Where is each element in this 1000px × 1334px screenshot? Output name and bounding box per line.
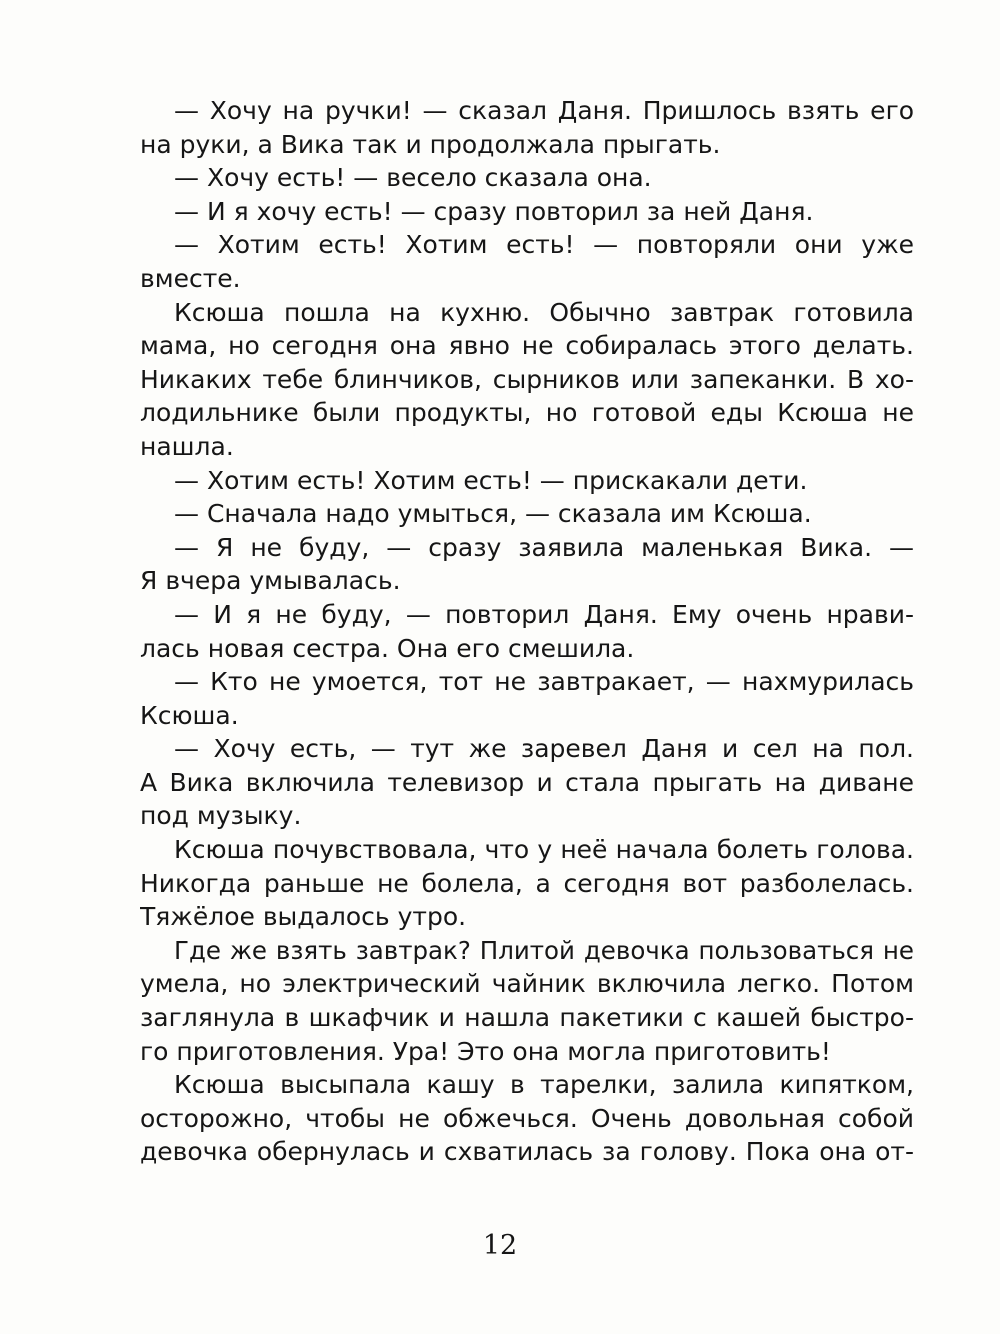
text-line: Никогда раньше не болела, а сегодня вот разболелась. [140, 868, 914, 898]
text-line: — Хотим есть! Хотим есть! — повторяли они уже [174, 230, 914, 260]
text-line: — Кто не умоется, тот не завтракает, — нахмурилась [174, 667, 914, 697]
text-line: — Сначала надо умыться, — сказала им Ксюша. [174, 499, 812, 529]
text-line: Тяжёлое выдалось утро. [140, 902, 467, 932]
text-line: под музыку. [140, 801, 302, 831]
text-line: Ксюша. [140, 700, 239, 730]
text-line: на руки, а Вика так и продолжала прыгать. [140, 129, 721, 159]
text-line: девочка обернулась и схватилась за голову. Пока она от- [140, 1137, 914, 1167]
text-line: Где же взять завтрак? Плитой девочка пользоваться не [174, 935, 914, 965]
text-line: Ксюша высыпала кашу в тарелки, залила кипятком, [174, 1070, 914, 1100]
text-line: мама, но сегодня она явно не собиралась этого делать. [140, 331, 914, 361]
text-line: Никаких тебе блинчиков, сырников или запеканки. В хо- [140, 364, 914, 394]
text-line: — Хотим есть! Хотим есть! — прискакали дети. [174, 465, 808, 495]
text-line: лась новая сестра. Она его смешила. [140, 633, 635, 663]
text-line: го приготовления. Ура! Это она могла приготовить! [140, 1036, 831, 1066]
text-line: нашла. [140, 431, 234, 461]
text-line: вместе. [140, 263, 241, 293]
text-line: осторожно, чтобы не обжечься. Очень довольная собой [140, 1103, 914, 1133]
text-line: лодильнике были продукты, но готовой еды Ксюша не [140, 398, 914, 428]
text-line: — Хочу на ручки! — сказал Даня. Пришлось взять его [174, 96, 914, 125]
text-line: — Хочу есть, — тут же заревел Даня и сел на пол. [174, 734, 914, 764]
text-line: умела, но электрический чайник включила легко. Потом [140, 969, 914, 999]
text-line: — И я хочу есть! — сразу повторил за ней Даня. [174, 196, 814, 226]
text-line: — И я не буду, — повторил Даня. Ему очень нрави- [174, 599, 914, 629]
text-line: Я вчера умывалась. [140, 566, 401, 596]
text-line: — Хочу есть! — весело сказала она. [174, 163, 652, 193]
body-text [140, 94, 914, 1169]
text-line: заглянула в шкафчик и нашла пакетики с кашей быстро- [140, 1003, 914, 1033]
page-number: 12 [482, 1230, 518, 1261]
text-line: Ксюша почувствовала, что у неё начала болеть голова. [174, 835, 914, 865]
text-line: А Вика включила телевизор и стала прыгать на диване [140, 767, 914, 797]
text-line: Ксюша пошла на кухню. Обычно завтрак готовила [174, 297, 914, 327]
text-line: — Я не буду, — сразу заявила маленькая Вика. — [174, 532, 914, 562]
